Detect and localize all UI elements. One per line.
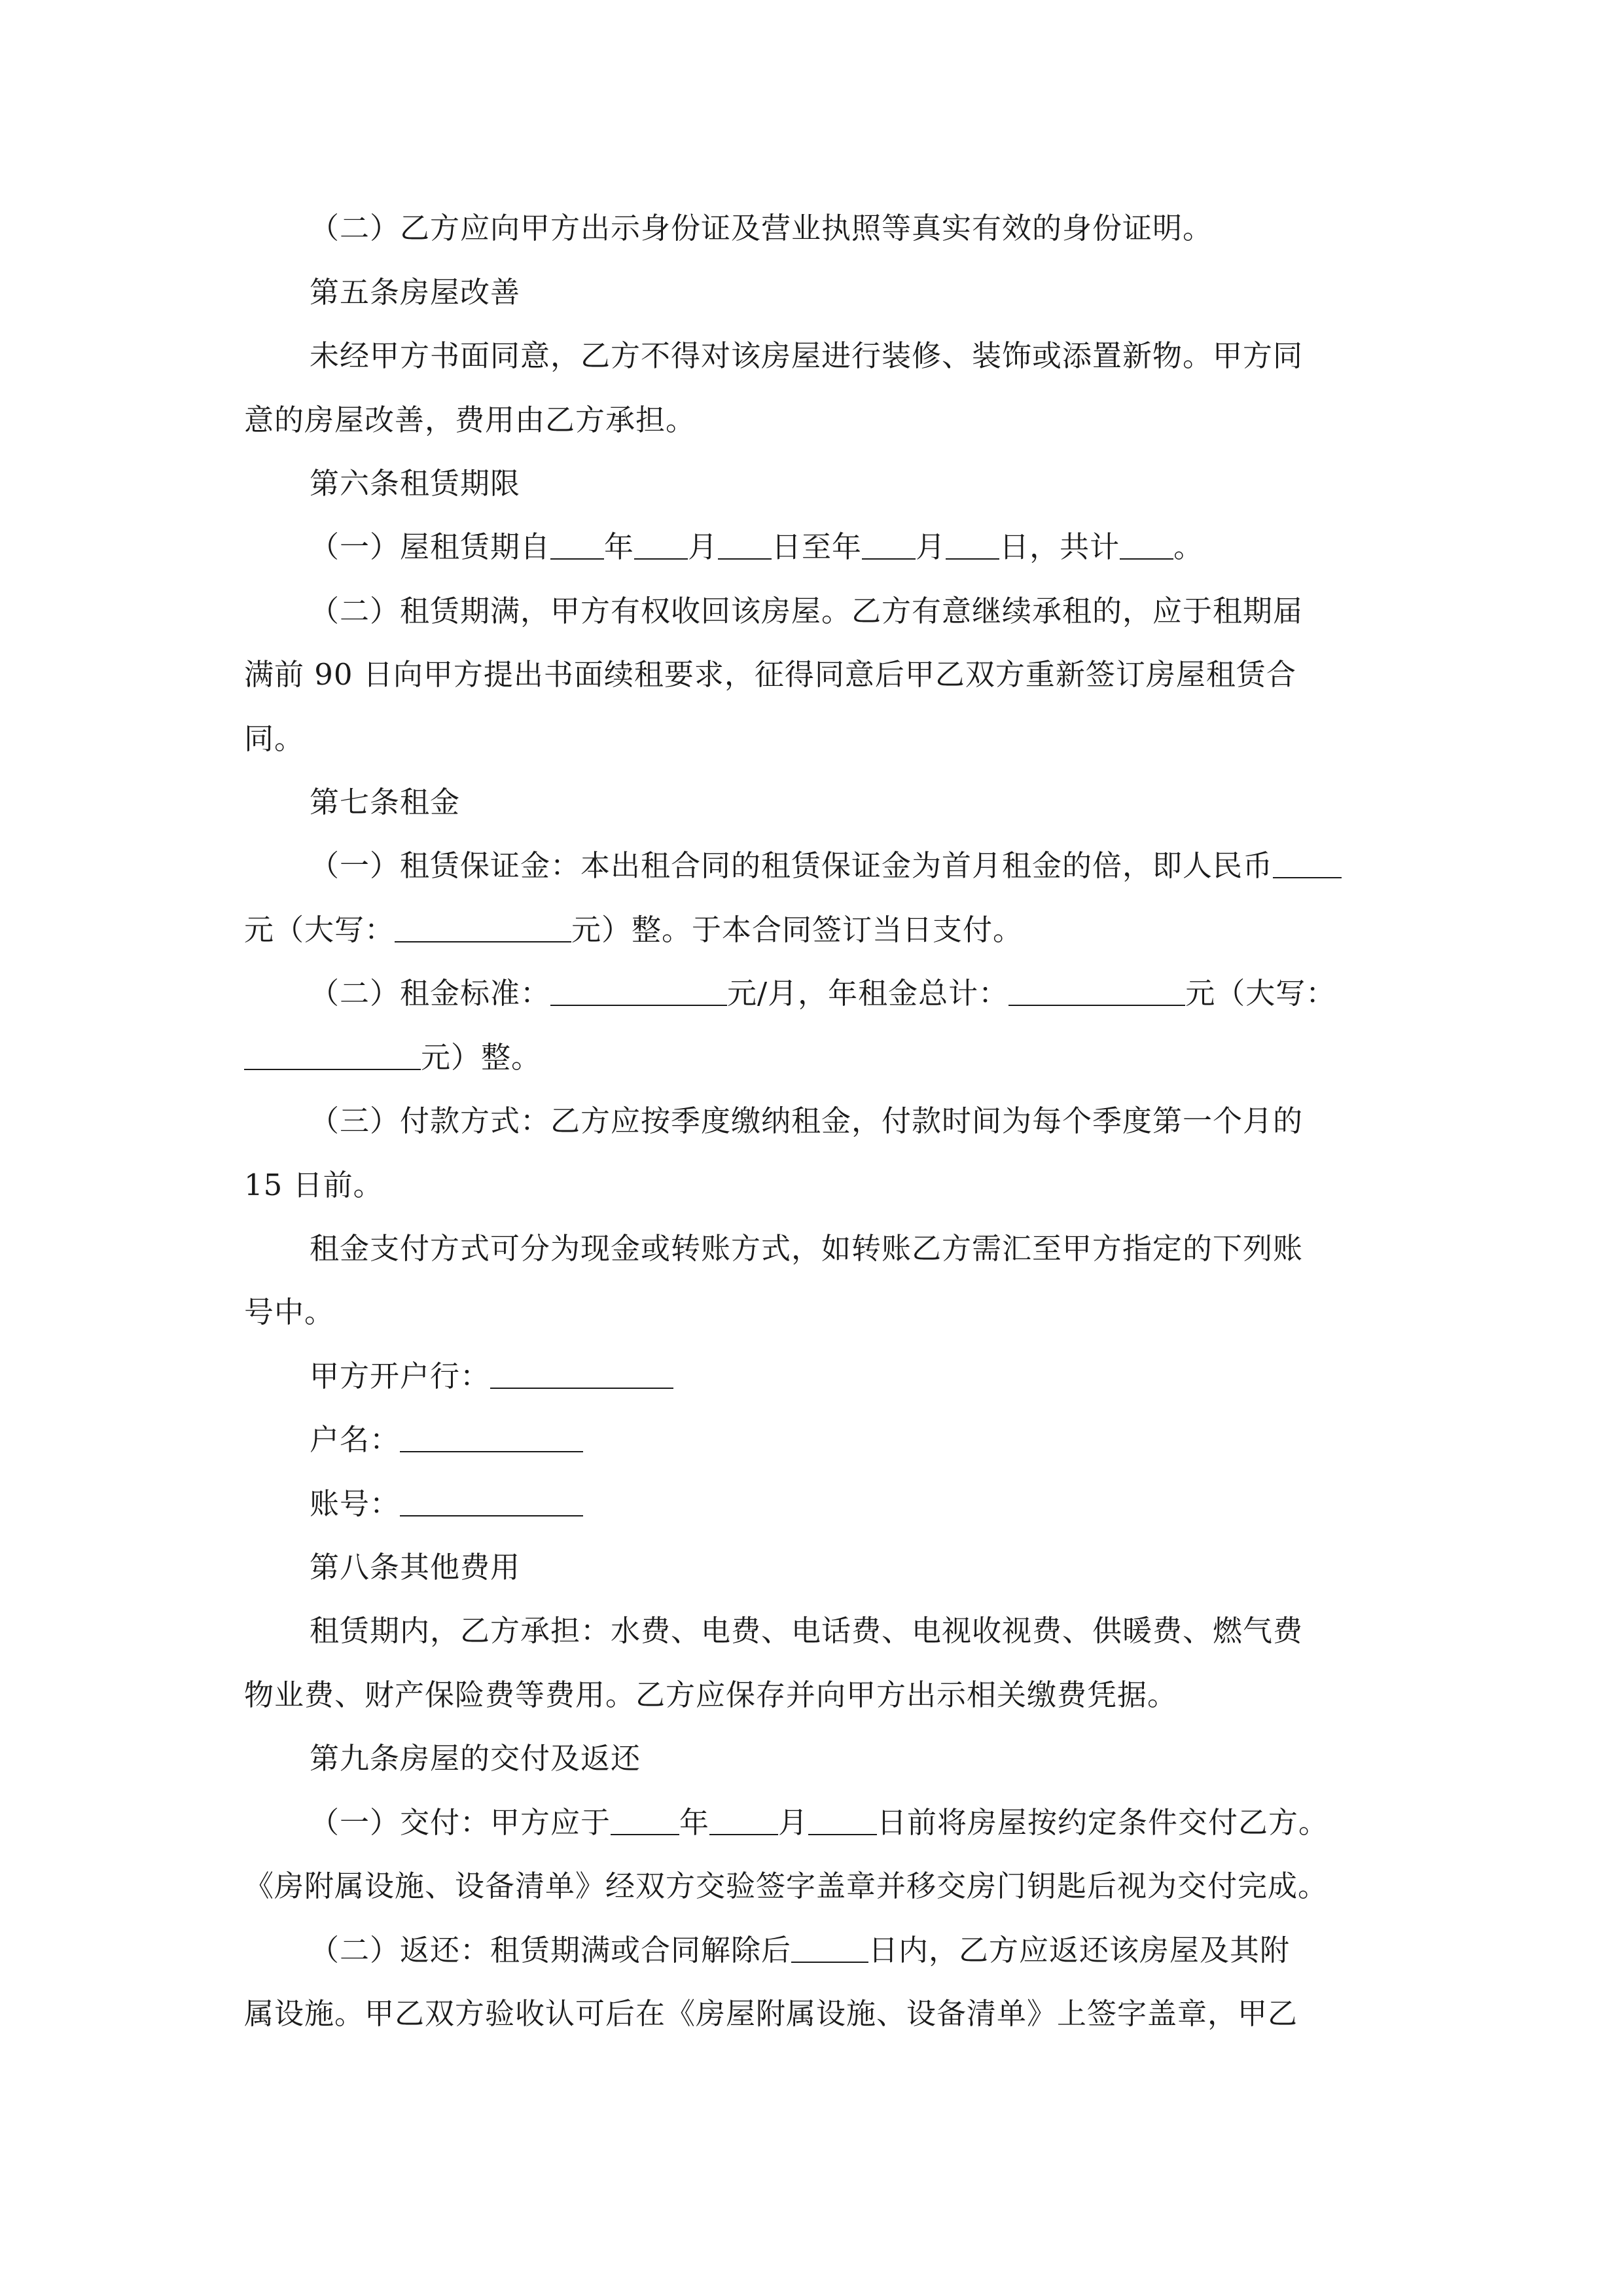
clause-9-item-1-line-2: 《房附属设施、设备清单》经双方交验签字盖章并移交房门钥匙后视为交付完成。 — [244, 1869, 1329, 1903]
bank-field: 甲方开户行： — [310, 1361, 1448, 1391]
clause-4-item-2: （二）乙方应向甲方出示身份证及营业执照等真实有效的身份证明。 — [310, 211, 1213, 245]
clause-6-item-2-line-1: （二）租赁期满，甲方有权收回该房屋。乙方有意继续承租的，应于租期届 — [310, 594, 1304, 628]
account-number-field: 账号： — [310, 1489, 1448, 1518]
blank-end-month[interactable] — [862, 532, 916, 560]
clause-6-item-1: （一）屋租赁期自 年 月 日至年 月 日，共计 。 — [310, 529, 1204, 564]
blank-delivery-month[interactable] — [709, 1808, 778, 1835]
payment-method-line-2: 号中。 — [244, 1295, 335, 1329]
blank-delivery-day[interactable] — [808, 1808, 877, 1835]
blank-account-number[interactable] — [400, 1489, 583, 1516]
clause-9-heading: 第九条房屋的交付及返还 — [310, 1741, 641, 1776]
blank-annual-rent[interactable] — [1008, 978, 1185, 1006]
blank-start-day[interactable] — [718, 532, 772, 560]
clause-7-item-2-line-2: 元）整。 — [244, 1043, 1383, 1072]
blank-annual-rent-uppercase[interactable] — [244, 1043, 421, 1070]
clause-7-item-1-line-2: 元（大写： 元）整。于本合同签订当日支付。 — [244, 912, 1024, 947]
clause-5-body-line-2: 意的房屋改善，费用由乙方承担。 — [244, 403, 696, 437]
account-name-field: 户名： — [310, 1425, 1448, 1454]
clause-9-item-1-line-1: （一）交付：甲方应于 年 月 日前将房屋按约定条件交付乙方。 — [310, 1805, 1329, 1840]
clause-9-item-2-line-2: 属设施。甲乙双方验收认可后在《房屋附属设施、设备清单》上签字盖章，甲乙 — [244, 1996, 1298, 2031]
blank-deposit-uppercase[interactable] — [395, 915, 571, 942]
blank-account-name[interactable] — [400, 1425, 583, 1452]
blank-monthly-rent[interactable] — [550, 978, 727, 1006]
clause-8-heading: 第八条其他费用 — [310, 1550, 521, 1585]
blank-start-year[interactable] — [550, 532, 604, 560]
clause-7-item-3-line-1: （三）付款方式：乙方应按季度缴纳租金，付款时间为每个季度第一个月的 — [310, 1103, 1304, 1138]
clause-5-heading: 第五条房屋改善 — [310, 275, 521, 310]
clause-5-body-line-1: 未经甲方书面同意，乙方不得对该房屋进行装修、装饰或添置新物。甲方同 — [310, 338, 1304, 373]
clause-6-heading: 第六条租赁期限 — [310, 466, 521, 501]
blank-end-day[interactable] — [946, 532, 999, 560]
blank-start-month[interactable] — [634, 532, 688, 560]
blank-deposit-amount[interactable] — [1273, 851, 1342, 878]
clause-6-item-2-line-2: 满前 90 日向甲方提出书面续租要求，征得同意后甲乙双方重新签订房屋租赁合 — [244, 657, 1296, 692]
clause-8-body-line-2: 物业费、财产保险费等费用。乙方应保存并向甲方出示相关缴费凭据。 — [244, 1677, 1178, 1712]
clause-9-item-2-line-1: （二）返还：租赁期满或合同解除后 日内，乙方应返还该房屋及其附 — [310, 1933, 1291, 1967]
blank-bank[interactable] — [490, 1361, 673, 1389]
blank-delivery-year[interactable] — [611, 1808, 679, 1835]
payment-method-line-1: 租金支付方式可分为现金或转账方式，如转账乙方需汇至甲方指定的下列账 — [310, 1231, 1304, 1266]
clause-8-body-line-1: 租赁期内，乙方承担：水费、电费、电话费、电视收视费、供暖费、燃气费 — [310, 1613, 1304, 1648]
blank-total-term[interactable] — [1120, 532, 1173, 560]
blank-return-days[interactable] — [791, 1935, 868, 1963]
clause-7-item-1-line-1: （一）租赁保证金：本出租合同的租赁保证金为首月租金的倍，即人民币 — [310, 851, 1448, 880]
clause-7-item-3-line-2: 15 日前。 — [244, 1168, 383, 1202]
clause-7-heading: 第七条租金 — [310, 785, 461, 819]
clause-6-item-2-line-3: 同。 — [244, 721, 305, 756]
clause-7-item-2-line-1: （二）租金标准： 元/月，年租金总计： 元（大写： — [310, 976, 1336, 1011]
